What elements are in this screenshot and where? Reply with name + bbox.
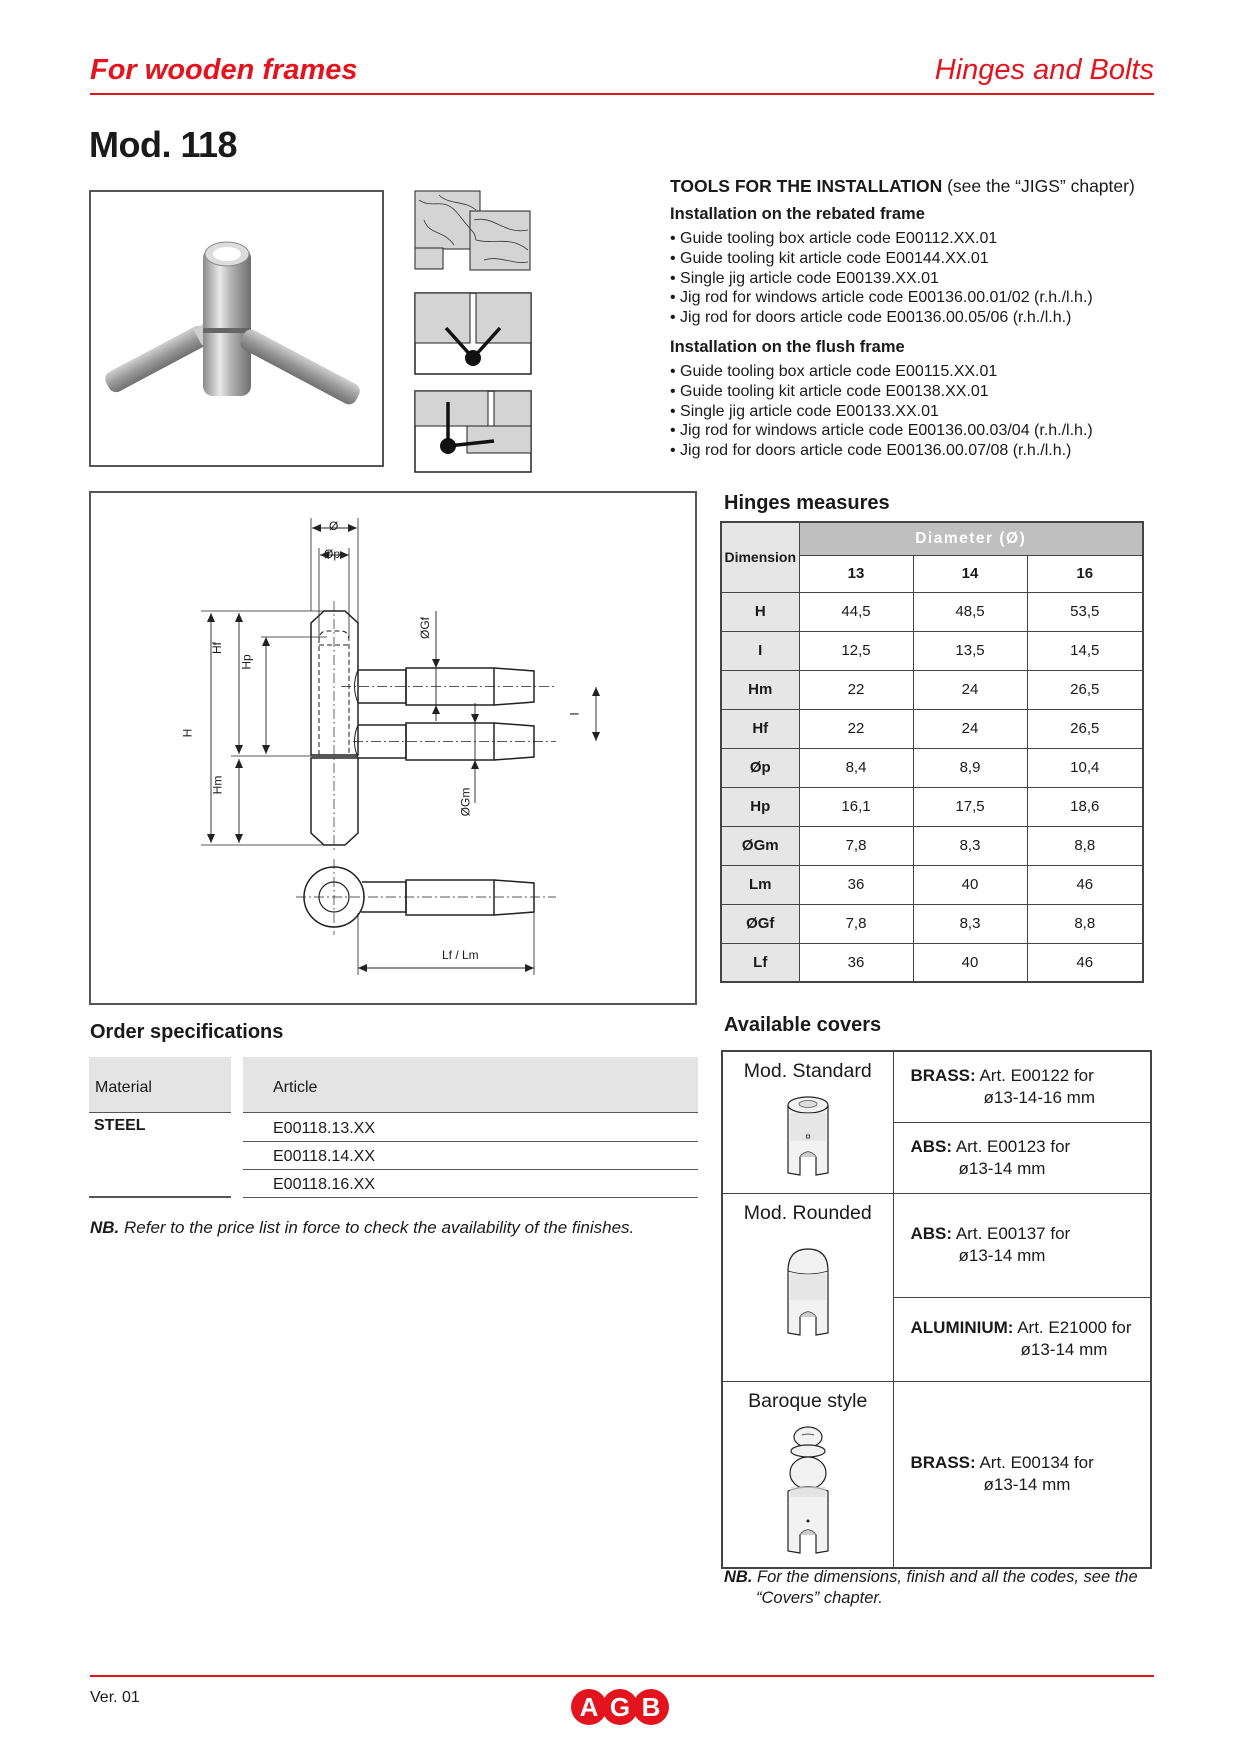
logo-letter: B: [641, 1692, 661, 1722]
section-title: For wooden frames: [90, 54, 358, 86]
column-header: 16: [1027, 555, 1143, 592]
article-row: E00118.16.XX: [243, 1170, 698, 1198]
table-row: Hm 22 24 26,5: [721, 670, 1143, 709]
list-item: • Jig rod for windows article code E00136.00.03/04 (r.h./l.h.): [670, 421, 1160, 441]
baroque-cover-icon: [785, 1423, 831, 1559]
dimension-header: Dimension: [721, 522, 799, 592]
table-row: ØGm 7,8 8,3 8,8: [721, 826, 1143, 865]
list-item: • Jig rod for doors article code E00136.00.07/08 (r.h./l.h.): [670, 441, 1160, 461]
list-item: • Guide tooling box article code E00112.XX.01: [670, 229, 1160, 249]
logo-letter: A: [579, 1692, 599, 1722]
installation-tools: [670, 176, 1160, 470]
rebated-jig-diagram: [414, 292, 532, 375]
rounded-cover-icon: [785, 1247, 831, 1339]
cover-rounded: Mod. Rounded: [722, 1193, 893, 1381]
list-item: • Guide tooling kit article code E00144.XX.01: [670, 249, 1160, 269]
material-header: Material: [89, 1057, 231, 1113]
hm-label: Hm: [210, 775, 225, 795]
i-label: I: [567, 712, 582, 716]
list-item: • Jig rod for windows article code E00136.00.01/02 (r.h./l.h.): [670, 288, 1160, 308]
agb-logo: [570, 1688, 670, 1726]
table-row: Lf 36 40 46: [721, 943, 1143, 982]
hp-label: Hp: [239, 654, 254, 670]
version-label: Ver. 01: [90, 1689, 140, 1706]
list-item: • Jig rod for doors article code E00136.00.05/06 (r.h./l.h.): [670, 308, 1160, 328]
pin-diameter-label: Øp: [324, 547, 341, 561]
column-header: 13: [799, 555, 913, 592]
flush-jig-diagram: [414, 390, 532, 473]
gm-label: ØGm: [458, 787, 473, 817]
column-header: 14: [913, 555, 1027, 592]
footer-divider: [90, 1675, 1154, 1677]
length-label: Lf / Lm: [442, 948, 479, 962]
product-photo: [89, 190, 384, 467]
table-row: ØGf 7,8 8,3 8,8: [721, 904, 1143, 943]
table-row: Hp 16,1 17,5 18,6: [721, 787, 1143, 826]
logo-letter: G: [609, 1692, 631, 1722]
hinge-photo-icon: [91, 192, 382, 465]
table-row: Øp 8,4 8,9 10,4: [721, 748, 1143, 787]
covers-table: [721, 1050, 1152, 1569]
cover-option: ALUMINIUM: Art. E21000 for ø13-14 mm: [893, 1297, 1151, 1381]
material-value: STEEL: [94, 1117, 146, 1134]
cover-option: ABS: Art. E00123 for ø13-14 mm: [893, 1122, 1151, 1193]
hf-label: Hf: [210, 642, 224, 654]
table-row: Hf 22 24 26,5: [721, 709, 1143, 748]
flush-frame-heading: Installation on the flush frame: [670, 337, 905, 356]
table-row: H 44,5 48,5 53,5: [721, 592, 1143, 631]
article-header: Article: [243, 1057, 698, 1113]
cover-standard: Mod. Standard: [722, 1051, 893, 1193]
available-covers-title: Available covers: [724, 1014, 882, 1036]
gf-label: ØGf: [418, 616, 433, 640]
diameter-header: Diameter (Ø): [799, 522, 1143, 555]
cover-baroque: Baroque style: [722, 1381, 893, 1568]
technical-drawing: [89, 491, 697, 1005]
list-item: • Guide tooling kit article code E00138.XX.01: [670, 382, 1160, 402]
order-specs-title: Order specifications: [90, 1021, 284, 1043]
h-label: H: [180, 728, 195, 738]
standard-cover-icon: [785, 1095, 831, 1177]
article-row: E00118.14.XX: [243, 1142, 698, 1170]
covers-note: NB. For the dimensions, finish and all the codes, see the “Covers” chapter.: [724, 1568, 1138, 1607]
header-divider: [90, 93, 1154, 95]
list-item: • Guide tooling box article code E00115.XX.01: [670, 362, 1160, 382]
material-divider: [89, 1196, 231, 1198]
flush-tools-list: [670, 362, 1160, 461]
rebated-tools-list: [670, 229, 1160, 328]
page-title: Mod. 118: [89, 124, 238, 165]
hinges-measures-table: [720, 521, 1144, 983]
tools-title: TOOLS FOR THE INSTALLATION (see the “JIGS” chapter): [670, 176, 1135, 196]
article-row: E00118.13.XX: [243, 1114, 698, 1142]
table-row: I 12,5 13,5 14,5: [721, 631, 1143, 670]
cover-option: BRASS: Art. E00134 for ø13-14 mm: [893, 1381, 1151, 1568]
cover-option: BRASS: Art. E00122 for ø13-14-16 mm: [893, 1051, 1151, 1122]
rebated-frame-heading: Installation on the rebated frame: [670, 205, 925, 223]
cover-option: ABS: Art. E00137 for ø13-14 mm: [893, 1193, 1151, 1297]
rebated-frame-wood-diagram: [414, 190, 532, 271]
table-row: Lm 36 40 46: [721, 865, 1143, 904]
diameter-label: Ø: [329, 519, 339, 533]
list-item: • Single jig article code E00133.XX.01: [670, 402, 1160, 422]
finishes-note: NB. Refer to the price list in force to check the availability of the finishes.: [90, 1218, 635, 1237]
hinges-measures-title: Hinges measures: [724, 492, 890, 514]
category-title: Hinges and Bolts: [934, 54, 1154, 86]
list-item: • Single jig article code E00139.XX.01: [670, 269, 1160, 289]
